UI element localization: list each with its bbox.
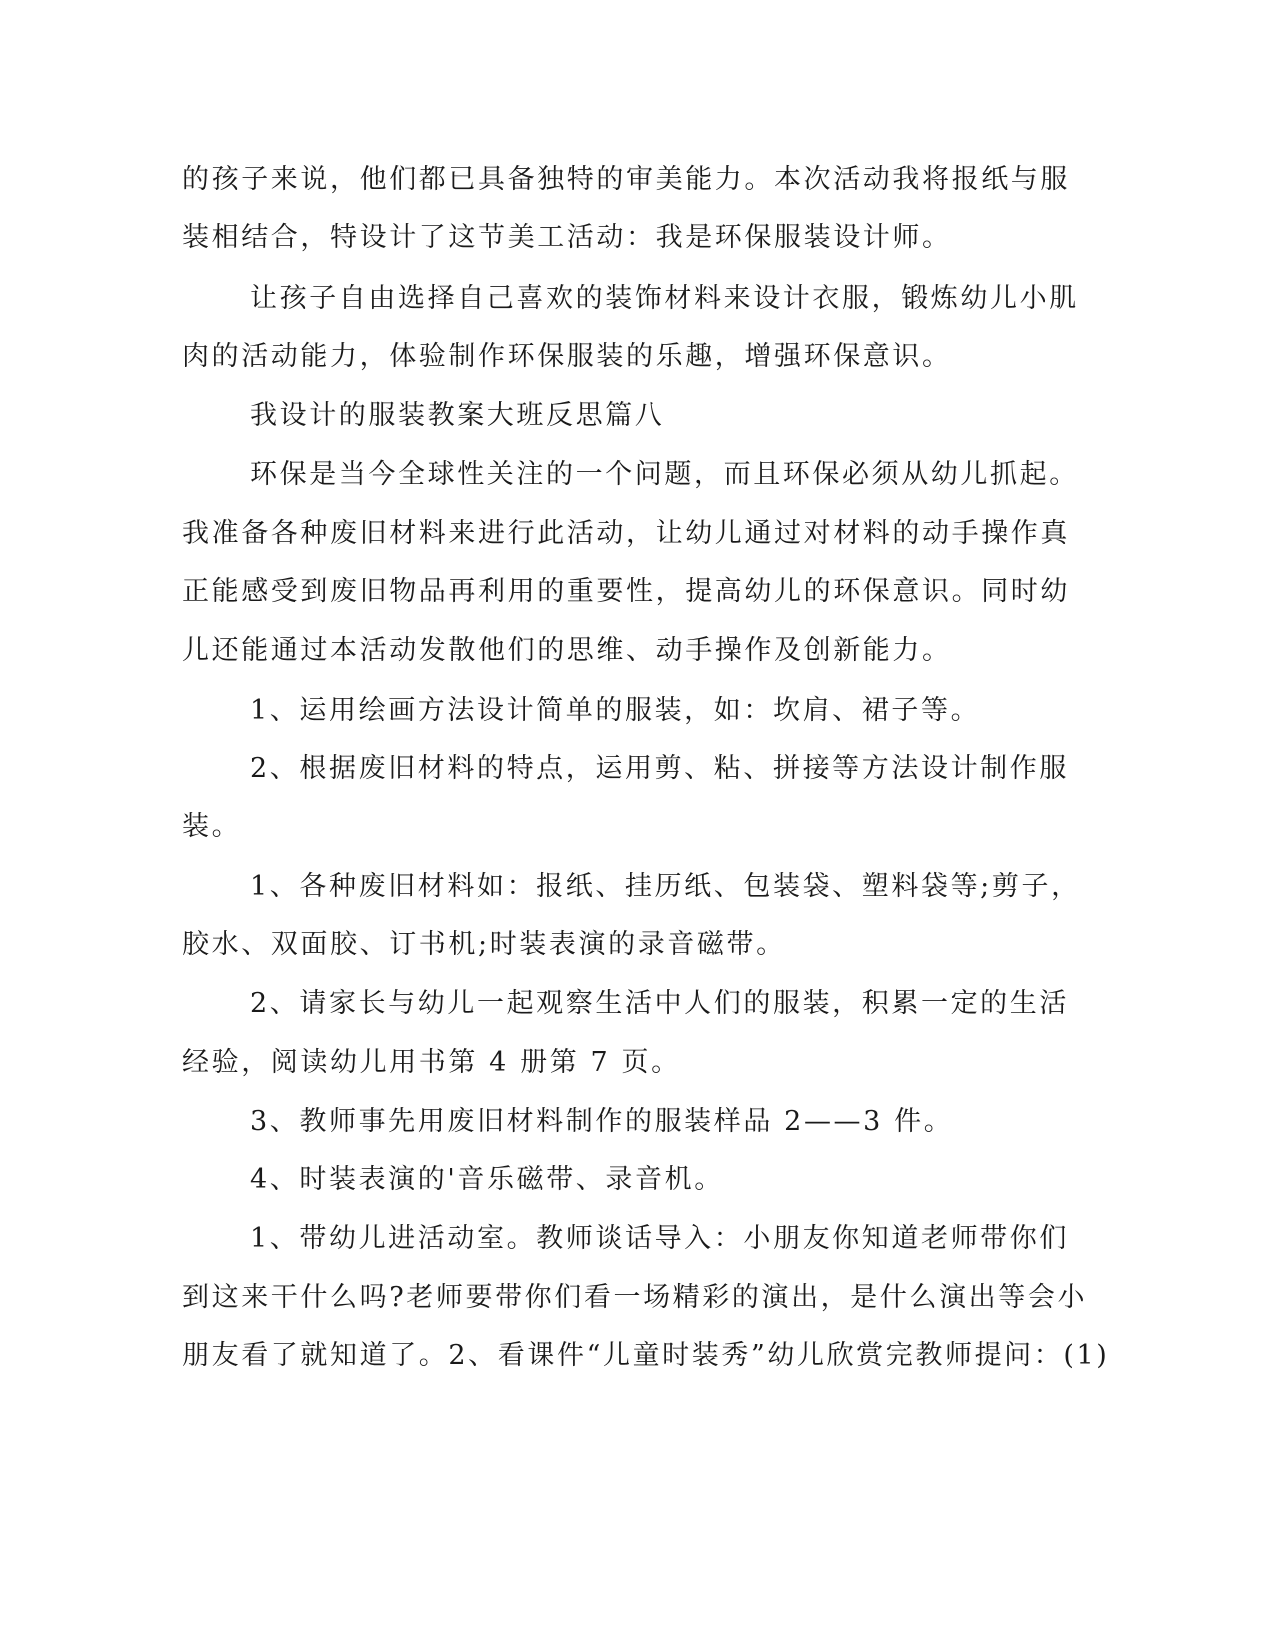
text-line: 肉的活动能力，体验制作环保服装的乐趣，增强环保意识。 — [182, 341, 952, 372]
text-line: 正能感受到废旧物品再利用的重要性，提高幼儿的环保意识。同时幼 — [182, 576, 1070, 607]
list-item: 1、各种废旧材料如：报纸、挂历纸、包装袋、塑料袋等;剪子， — [250, 871, 1081, 902]
text-line: 装。 — [182, 811, 242, 842]
list-item: 1、带幼儿进活动室。教师谈话导入：小朋友你知道老师带你们 — [250, 1223, 1069, 1254]
text-line: 环保是当今全球性关注的一个问题，而且环保必须从幼儿抓起。 — [250, 459, 1079, 490]
list-item: 3、教师事先用废旧材料制作的服装样品 2——3 件。 — [250, 1106, 954, 1137]
text-line: 的孩子来说，他们都已具备独特的审美能力。本次活动我将报纸与服 — [182, 164, 1070, 195]
list-item: 2、根据废旧材料的特点，运用剪、粘、拼接等方法设计制作服 — [250, 753, 1069, 784]
text-line: 经验，阅读幼儿用书第 4 册第 7 页。 — [182, 1047, 681, 1078]
text-line: 朋友看了就知道了。2、看课件“儿童时装秀”幼儿欣赏完教师提问：(1) — [182, 1340, 1110, 1371]
section-heading: 我设计的服装教案大班反思篇八 — [250, 400, 665, 431]
text-line: 到这来干什么吗?老师要带你们看一场精彩的演出，是什么演出等会小 — [182, 1282, 1088, 1313]
list-item: 1、运用绘画方法设计简单的服装，如：坎肩、裙子等。 — [250, 695, 981, 726]
list-item: 2、请家长与幼儿一起观察生活中人们的服装，积累一定的生活 — [250, 988, 1069, 1019]
list-item: 4、时装表演的'音乐磁带、录音机。 — [250, 1164, 724, 1195]
text-line: 让孩子自由选择自己喜欢的装饰材料来设计衣服，锻炼幼儿小肌 — [250, 283, 1079, 314]
text-line: 胶水、双面胶、订书机;时装表演的录音磁带。 — [182, 929, 786, 960]
text-line: 儿还能通过本活动发散他们的思维、动手操作及创新能力。 — [182, 635, 952, 666]
text-line: 装相结合，特设计了这节美工活动：我是环保服装设计师。 — [182, 222, 952, 253]
text-line: 我准备各种废旧材料来进行此活动，让幼儿通过对材料的动手操作真 — [182, 518, 1070, 549]
